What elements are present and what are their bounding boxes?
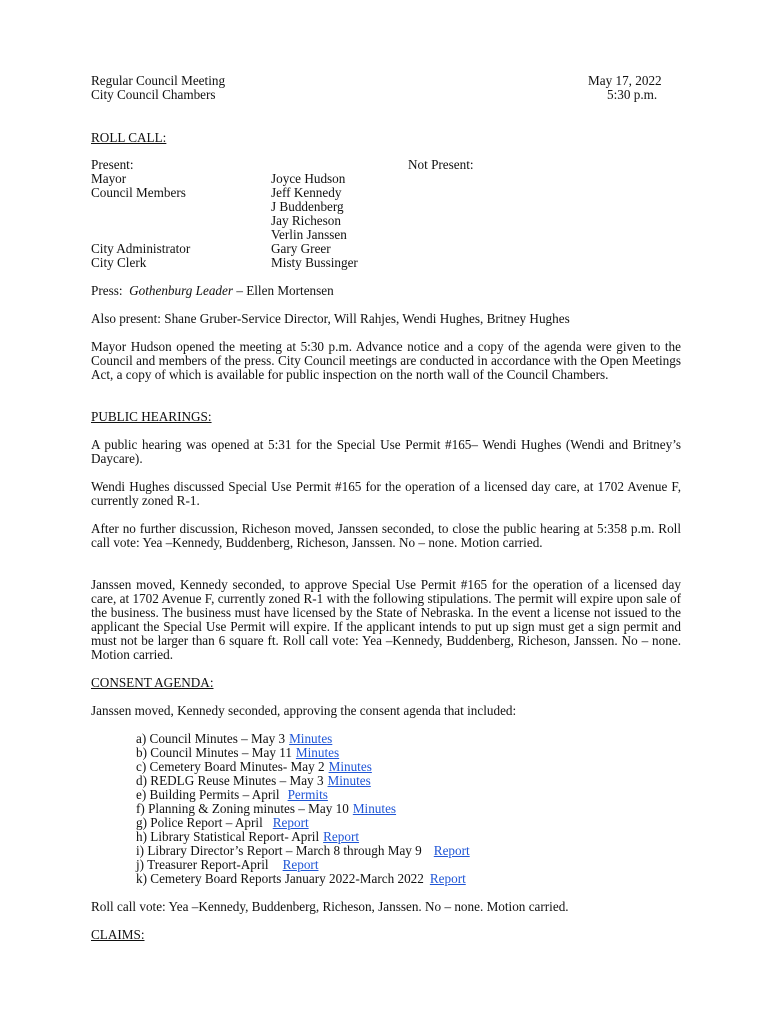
agenda-item-text: b) Council Minutes – May 11 <box>136 745 292 760</box>
agenda-item-text: e) Building Permits – April <box>136 787 280 802</box>
council-member: Verlin Janssen <box>271 227 347 242</box>
agenda-item <box>136 844 470 858</box>
agenda-item <box>136 816 309 830</box>
agenda-item-text: j) Treasurer Report-April <box>136 857 269 872</box>
agenda-item-text: f) Planning & Zoning minutes – May 10 <box>136 801 349 816</box>
admin-label: City Administrator <box>91 241 191 256</box>
council-member: Jeff Kennedy <box>271 185 342 200</box>
claims-heading: CLAIMS: <box>91 927 145 942</box>
present-label: Present: <box>91 157 134 172</box>
agenda-item-text: i) Library Director’s Report – March 8 through May 9 <box>136 843 422 858</box>
agenda-item-text: c) Cemetery Board Minutes- May 2 <box>136 759 325 774</box>
public-hearings-heading: PUBLIC HEARINGS: <box>91 409 212 424</box>
consent-vote: Roll call vote: Yea –Kennedy, Buddenberg, Richeson, Janssen. No – none. Motion carried. <box>91 899 569 914</box>
agenda-item <box>136 830 359 844</box>
admin-name: Gary Greer <box>271 241 331 256</box>
council-member: Jay Richeson <box>271 213 341 228</box>
not-present-label: Not Present: <box>408 157 474 172</box>
meeting-location: City Council Chambers <box>91 87 216 102</box>
also-present: Also present: Shane Gruber-Service Director, Will Rahjes, Wendi Hughes, Britney Hughes <box>91 311 570 326</box>
minutes-link[interactable]: Minutes <box>328 759 372 774</box>
report-link[interactable]: Report <box>272 815 309 830</box>
agenda-item-text: h) Library Statistical Report- April <box>136 829 320 844</box>
meeting-type: Regular Council Meeting <box>91 73 226 88</box>
mayor-label: Mayor <box>91 171 127 186</box>
report-link[interactable]: Report <box>433 843 470 858</box>
clerk-name: Misty Bussinger <box>271 255 358 270</box>
press-reporter: – Ellen Mortensen <box>236 283 334 298</box>
press-line <box>91 284 334 298</box>
meeting-date: May 17, 2022 <box>588 73 662 88</box>
consent-agenda-heading: CONSENT AGENDA: <box>91 675 214 690</box>
agenda-item <box>136 788 328 802</box>
council-member: J Buddenberg <box>271 199 344 214</box>
hearing-paragraph-2: Wendi Hughes discussed Special Use Permit #165 for the operation of a licensed day care, at 1702 Avenue F, currently zoned R-1. <box>91 479 681 508</box>
council-label: Council Members <box>91 185 186 200</box>
agenda-item <box>136 858 319 872</box>
agenda-item <box>136 746 339 760</box>
minutes-link[interactable]: Minutes <box>289 731 333 746</box>
agenda-item-text: g) Police Report – April <box>136 815 263 830</box>
hearing-paragraph-1: A public hearing was opened at 5:31 for the Special Use Permit #165– Wendi Hughes (Wendi and Britney’s Daycare). <box>91 437 681 466</box>
minutes-link[interactable]: Minutes <box>327 773 371 788</box>
consent-intro: Janssen moved, Kennedy seconded, approving the consent agenda that included: <box>91 703 517 718</box>
agenda-item <box>136 802 396 816</box>
clerk-label: City Clerk <box>91 255 147 270</box>
roll-call-heading: ROLL CALL: <box>91 130 167 145</box>
report-link[interactable]: Report <box>282 857 319 872</box>
report-link[interactable]: Report <box>323 829 360 844</box>
permits-link[interactable]: Permits <box>287 787 328 802</box>
hearing-paragraph-4: Janssen moved, Kennedy seconded, to approve Special Use Permit #165 for the operation of a licensed day care, at 1702 Avenue F, currently zoned R-1 with the following stipulations. The permit will expire upon sale of the business. The business must have licensed by the State of Nebraska. In the event a license not issued to the applicant the Special Use Permit will expire. If the applicant intends to put up sign must get a sign permit and must not be larger than 6 square ft. Roll call vote: Yea –Kennedy, Buddenberg, Richeson, Janssen. No – none. Motion carried. <box>91 577 681 662</box>
agenda-item <box>136 872 466 886</box>
agenda-item <box>136 760 372 774</box>
meeting-time: 5:30 p.m. <box>607 87 658 102</box>
report-link[interactable]: Report <box>429 871 466 886</box>
minutes-link[interactable]: Minutes <box>295 745 340 760</box>
agenda-item-text: d) REDLG Reuse Minutes – May 3 <box>136 773 324 788</box>
minutes-link[interactable]: Minutes <box>352 801 397 816</box>
agenda-item-text: k) Cemetery Board Reports January 2022-March 2022 <box>136 871 424 886</box>
hearing-paragraph-3: After no further discussion, Richeson moved, Janssen seconded, to close the public hearing at 5:358 p.m. Roll call vote: Yea –Kennedy, Buddenberg, Richeson, Janssen. No – none. Motion carried. <box>91 521 681 550</box>
agenda-item <box>136 774 371 788</box>
press-paper: Gothenburg Leader <box>129 283 234 298</box>
opening-paragraph: Mayor Hudson opened the meeting at 5:30 p.m. Advance notice and a copy of the agenda were given to the Council and members of the press. City Council meetings are conducted in accordance with the Open Meetings Act, a copy of which is available for public inspection on the north wall of the Council Chambers. <box>91 339 681 382</box>
mayor-name: Joyce Hudson <box>271 171 346 186</box>
agenda-item <box>136 732 332 746</box>
press-label: Press: <box>91 283 123 298</box>
agenda-item-text: a) Council Minutes – May 3 <box>136 731 286 746</box>
